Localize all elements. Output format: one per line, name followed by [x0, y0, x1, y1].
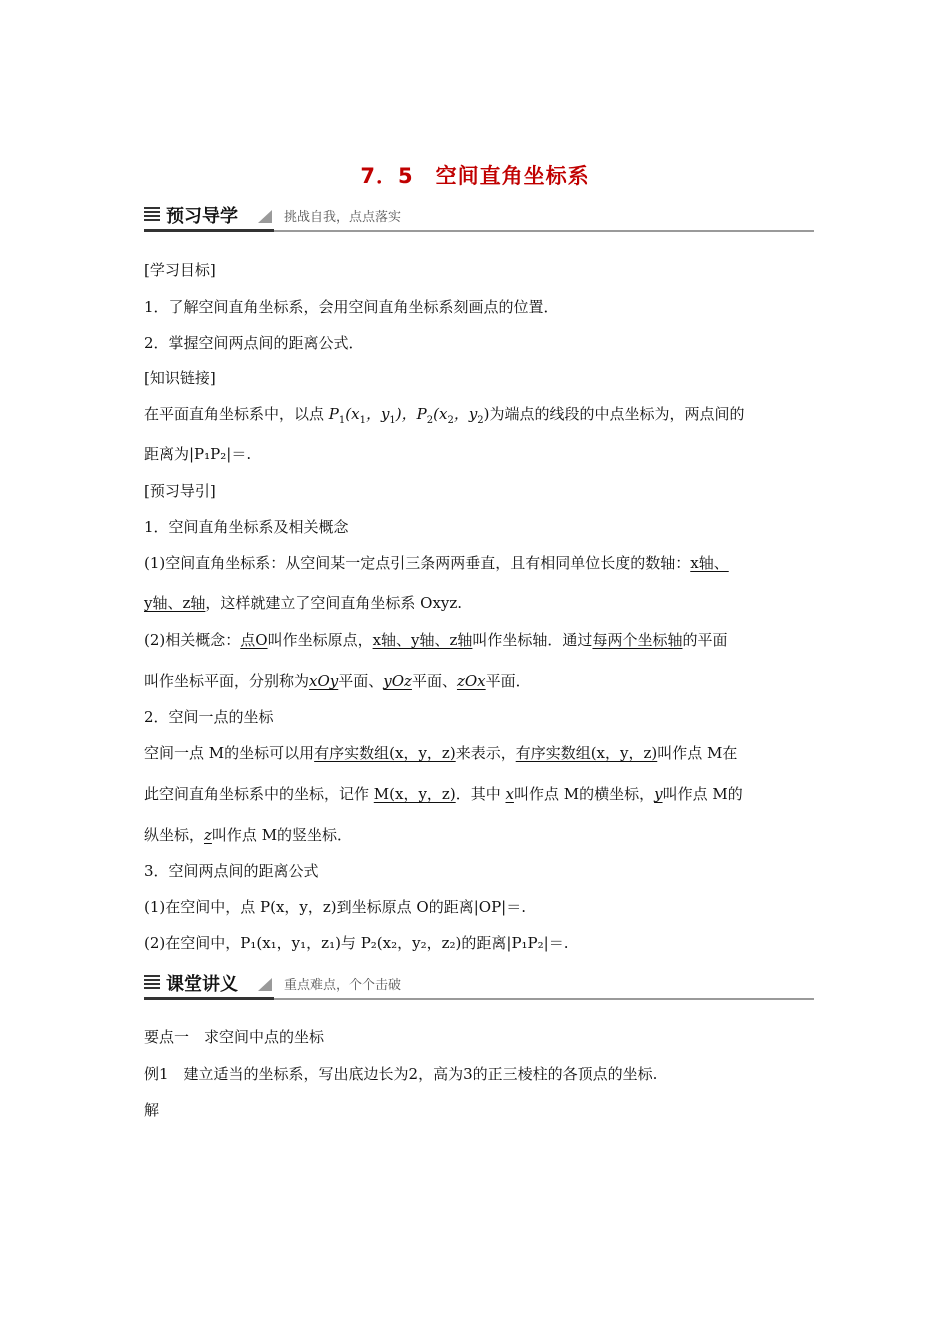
knowledge-line-1: 在平面直角坐标系中，以点 $P_1(x_1$，$y_1$)，$P_2(x_2$，$y_2$)为端点的线段的中点坐标为，两点间的 [144, 405, 745, 426]
knowledge-line-2: 距离为|P₁P₂|＝. [144, 445, 252, 463]
concept-2-line-1: (2)相关概念：点O叫作坐标原点，x轴、y轴、z轴叫作坐标轴．通过每两个坐标轴的平面 [144, 631, 728, 649]
coordinate-line-3: 纵坐标，z叫作点 M的竖坐标． [144, 826, 353, 844]
section-subtitle: 重点难点，个个击破 [284, 978, 402, 993]
heading-objectives: [学习目标] [144, 261, 216, 279]
key-point-1: 要点一 求空间中点的坐标 [144, 1028, 325, 1046]
divider-accent [144, 229, 274, 232]
heading-preview-guide: [预习导引] [144, 482, 216, 500]
triangle-icon [258, 978, 272, 991]
topic-3: 3．空间两点间的距离公式 [144, 862, 319, 880]
section-label: 课堂讲义 [166, 974, 238, 995]
example-1: 例1 建立适当的坐标系，写出底边长为2，高为3的正三棱柱的各顶点的坐标. [144, 1065, 658, 1083]
objective-1: 1．了解空间直角坐标系，会用空间直角坐标系刻画点的位置． [144, 298, 559, 316]
page-title: 7．5 空间直角坐标系 [360, 164, 590, 188]
concept-2-line-2: 叫作坐标平面，分别称为xOy平面、yOz平面、zOx平面． [144, 672, 531, 690]
stripes-icon [144, 207, 160, 221]
coordinate-line-1: 空间一点 M的坐标可以用有序实数组(x，y，z)来表示，有序实数组(x，y，z)叫作点 M在 [144, 744, 738, 762]
topic-2: 2．空间一点的坐标 [144, 708, 274, 726]
objective-2: 2．掌握空间两点间的距离公式． [144, 334, 364, 352]
concept-1-line-2: y轴、z轴，这样就建立了空间直角坐标系 Oxyz. [144, 594, 463, 612]
stripes-icon [144, 975, 160, 989]
solution-label: 解 [144, 1101, 160, 1119]
divider-accent [144, 997, 274, 1000]
section-header-lecture [144, 972, 814, 1000]
distance-formula-1: (1)在空间中，点 P(x，y，z)到坐标原点 O的距离|OP|＝. [144, 898, 526, 916]
section-subtitle: 挑战自我，点点落实 [284, 210, 402, 225]
section-label: 预习导学 [166, 206, 238, 227]
triangle-icon [258, 210, 272, 223]
section-header-preview [144, 204, 814, 232]
distance-formula-2: (2)在空间中，P₁(x₁，y₁，z₁)与 P₂(x₂，y₂，z₂)的距离|P₁P₂|＝. [144, 934, 569, 952]
topic-1: 1．空间直角坐标系及相关概念 [144, 518, 349, 536]
heading-knowledge-link: [知识链接] [144, 369, 216, 387]
concept-1-line-1: (1)空间直角坐标系：从空间某一定点引三条两两垂直，且有相同单位长度的数轴：x轴、 [144, 554, 729, 572]
coordinate-line-2: 此空间直角坐标系中的坐标，记作 M(x，y，z)．其中 x叫作点 M的横坐标，y叫作点 M的 [144, 785, 743, 803]
